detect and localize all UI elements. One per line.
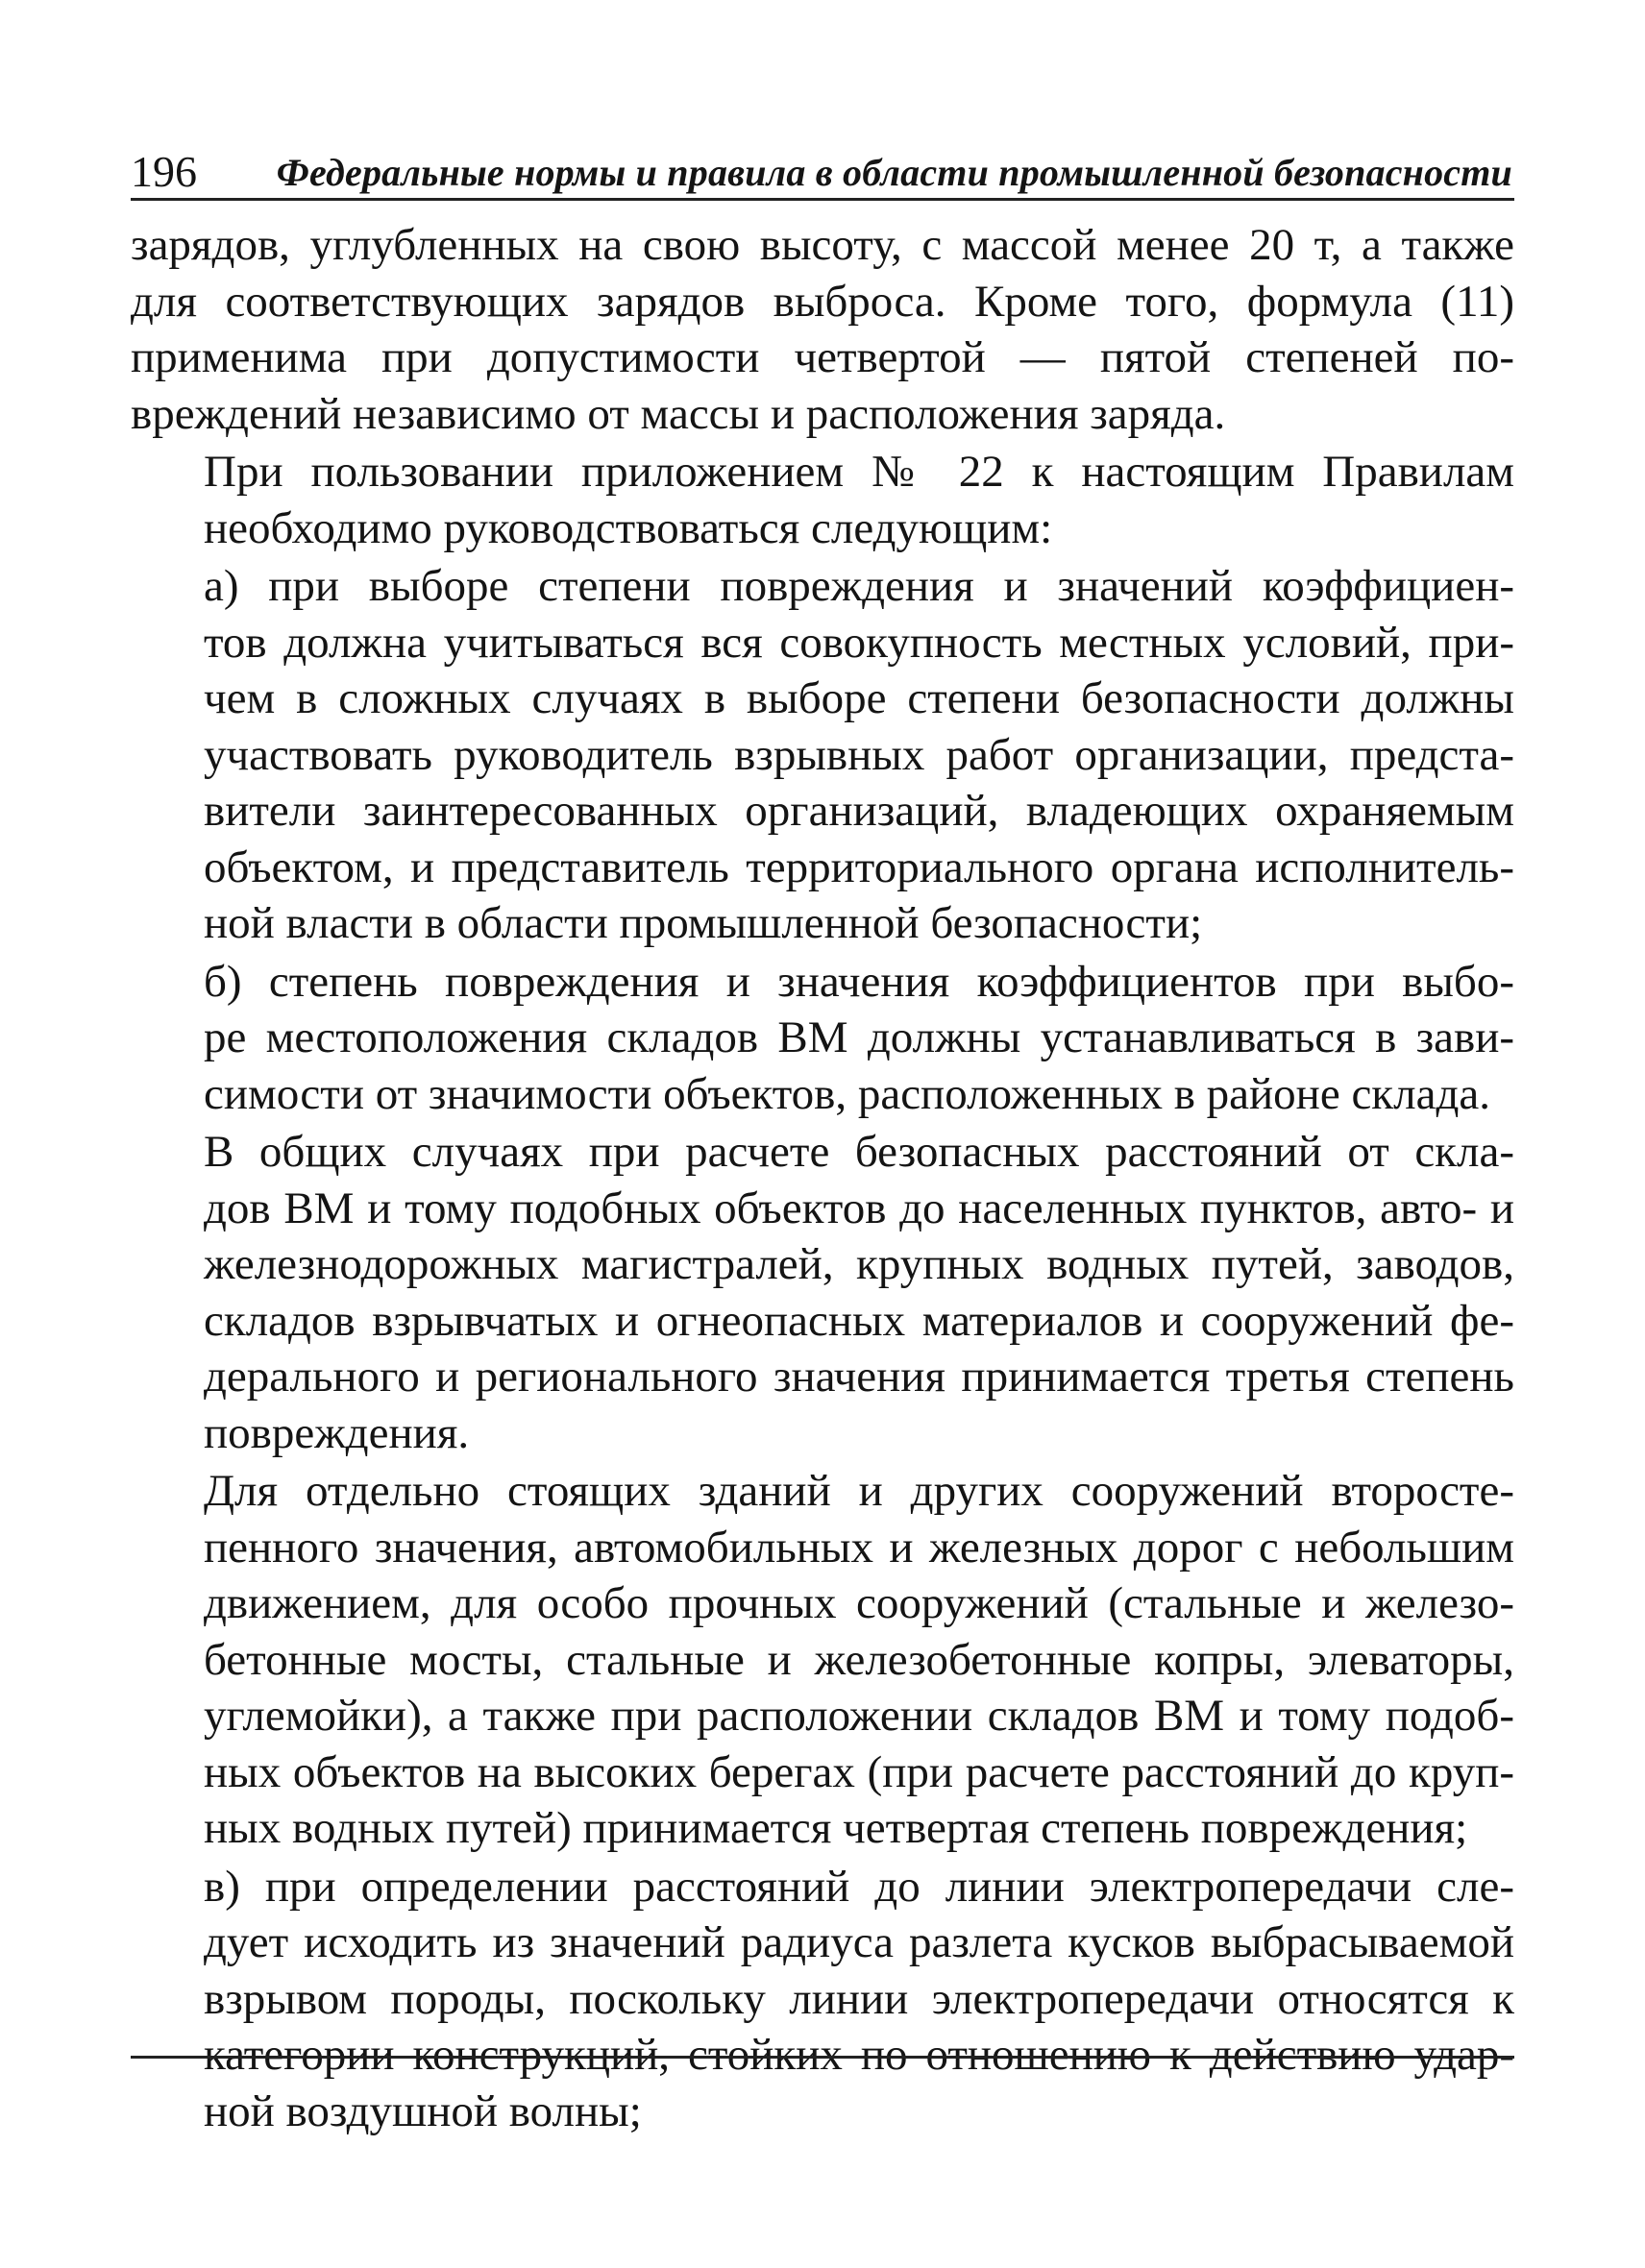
text-line: ной воздушной волны; <box>204 2085 642 2136</box>
text-line: чем в сложных случаях в выборе степени безопасности должны <box>204 673 1514 723</box>
text-line: для соответствующих зарядов выброса. Кроме того, формула (11) <box>131 276 1514 327</box>
text-line: железнодорожных магистралей, крупных водных путей, заводов, <box>204 1239 1514 1289</box>
text-line: ных объектов на высоких берегах (при расчете расстояний до круп- <box>204 1746 1514 1797</box>
text-line: объектом, и представитель территориального органа исполнитель- <box>204 841 1514 892</box>
paragraph-separate-buildings <box>131 1463 1514 1859</box>
text-line: тов должна учитываться вся совокупность местных условий, при- <box>204 617 1514 668</box>
text-line: ной власти в области промышленной безопасности; <box>204 898 1203 948</box>
text-line: а) при выборе степени повреждения и значений коэффициен- <box>204 561 1514 611</box>
page-number: 196 <box>131 147 197 196</box>
text-line: б) степень повреждения и значения коэффициентов при выбо- <box>204 956 1514 1007</box>
text-line: дерального и регионального значения принимается третья степень <box>204 1352 1514 1402</box>
text-line: ре местоположения складов ВМ должны устанавливаться в зави- <box>204 1012 1514 1062</box>
paragraph-continuation <box>131 217 1514 444</box>
text-line: взрывом породы, поскольку линии электропередачи относятся к <box>204 1973 1514 2024</box>
text-line: необходимо руководствоваться следующим: <box>204 502 1053 553</box>
text-line: вители заинтересованных организаций, владеющих охраняемым <box>204 786 1514 836</box>
text-line: Для отдельно стоящих зданий и других сооружений второсте- <box>204 1466 1514 1516</box>
running-header <box>131 136 1514 201</box>
text-line: зарядов, углубленных на свою высоту, с массой менее 20 т, а также <box>131 220 1514 270</box>
text-line: повреждения. <box>204 1407 470 1458</box>
paragraph-intro <box>131 444 1514 558</box>
body-text <box>131 217 1514 2141</box>
paragraph-item-a <box>131 558 1514 954</box>
text-line: вреждений независимо от массы и расположения заряда. <box>131 388 1226 439</box>
running-title: Федеральные нормы и правила в области промышленной безопасности <box>276 151 1512 194</box>
bottom-divider <box>131 2056 1514 2059</box>
text-line: пенного значения, автомобильных и железных дорог с небольшим <box>204 1522 1514 1573</box>
text-line: ных водных путей) принимается четвертая степень повреждения; <box>204 1803 1468 1853</box>
paragraph-item-b <box>131 954 1514 1125</box>
text-line: складов взрывчатых и огнеопасных материалов и сооружений фе- <box>204 1295 1514 1346</box>
text-line: При пользовании приложением № 22 к настоящим Правилам <box>204 447 1514 497</box>
text-line: движением, для особо прочных сооружений (стальные и железо- <box>204 1578 1514 1628</box>
text-line: бетонные мосты, стальные и железобетонные копры, элеваторы, <box>204 1634 1514 1685</box>
text-line: симости от значимости объектов, расположенных в районе склада. <box>204 1068 1490 1119</box>
text-line: применима при допустимости четвертой — пятой степеней по- <box>131 332 1514 382</box>
text-line: В общих случаях при расчете безопасных расстояний от скла- <box>204 1127 1514 1177</box>
paragraph-general-cases <box>131 1124 1514 1463</box>
paragraph-item-v <box>131 1859 1514 2142</box>
text-line: участвовать руководитель взрывных работ организации, предста- <box>204 729 1514 780</box>
text-line: в) при определении расстояний до линии электропередачи сле- <box>204 1861 1514 1912</box>
text-line: дует исходить из значений радиуса разлета кусков выбрасываемой <box>204 1917 1514 1967</box>
text-line: углемойки), а также при расположении складов ВМ и тому подоб- <box>204 1691 1514 1741</box>
text-line: дов ВМ и тому подобных объектов до населенных пунктов, авто- и <box>204 1183 1514 1233</box>
text-line: категории конструкций, стойких по отношению к действию удар- <box>204 2030 1514 2080</box>
